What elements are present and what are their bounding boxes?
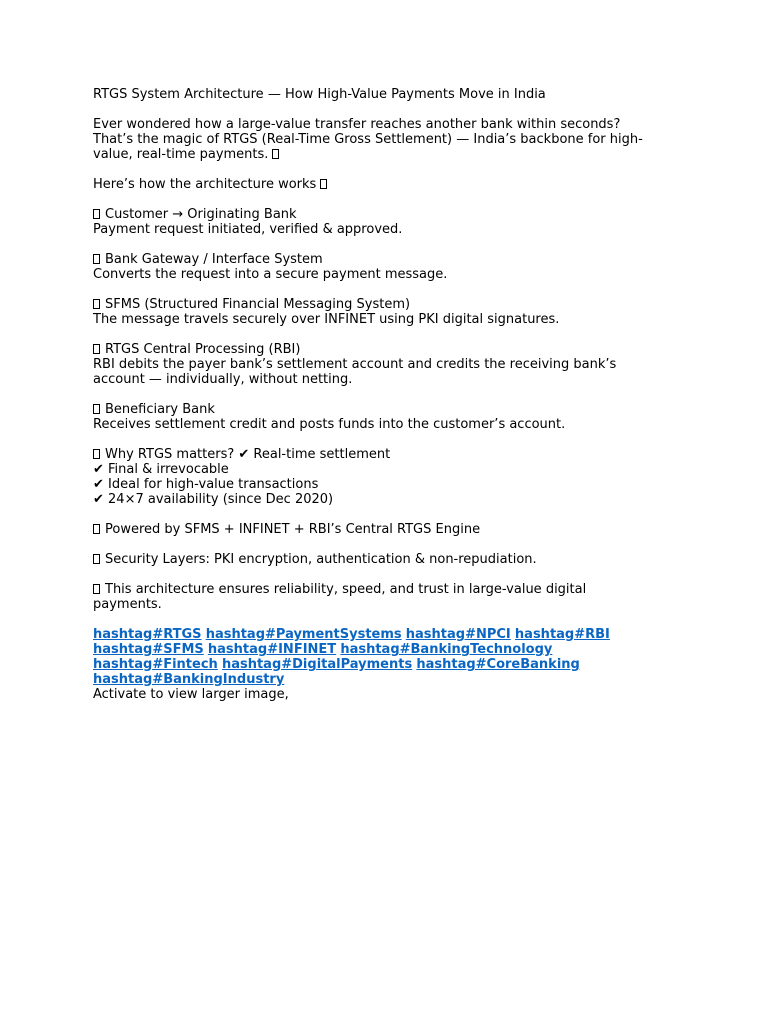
closing-paragraph bbox=[93, 582, 683, 612]
step-heading: RTGS Central Processing (RBI) bbox=[93, 342, 683, 357]
hashtag-link[interactable]: hashtag#INFINET bbox=[207, 642, 337, 657]
emoji-placeholder-icon bbox=[93, 344, 100, 354]
closing-line-2: payments. bbox=[93, 597, 162, 612]
step-detail: Payment request initiated, verified & approved. bbox=[93, 222, 403, 237]
hashtag-row bbox=[93, 672, 683, 687]
hashtag-link[interactable]: hashtag#PaymentSystems bbox=[205, 627, 402, 642]
emoji-placeholder-icon bbox=[93, 584, 100, 594]
step-3 bbox=[93, 297, 683, 327]
post-title bbox=[93, 87, 683, 102]
hashtag-list bbox=[93, 627, 683, 702]
how-it-works-paragraph bbox=[93, 177, 683, 192]
hashtag-row bbox=[93, 657, 683, 672]
hashtag-link[interactable]: hashtag#CoreBanking bbox=[416, 657, 580, 672]
hashtag-link[interactable]: hashtag#BankingIndustry bbox=[93, 672, 285, 687]
why-line-1: Why RTGS matters? ✔ Real-time settlement bbox=[93, 447, 683, 462]
intro-paragraph bbox=[93, 117, 683, 162]
why-line-2: ✔ Final & irrevocable bbox=[93, 462, 229, 477]
hashtag-link[interactable]: hashtag#RTGS bbox=[93, 627, 202, 642]
step-1 bbox=[93, 207, 683, 237]
powered-by-paragraph bbox=[93, 522, 683, 537]
step-detail: The message travels securely over INFINET using PKI digital signatures. bbox=[93, 312, 560, 327]
step-5 bbox=[93, 402, 683, 432]
step-heading: SFMS (Structured Financial Messaging System) bbox=[93, 297, 683, 312]
why-line-4: ✔ 24×7 availability (since Dec 2020) bbox=[93, 492, 334, 507]
emoji-placeholder-icon bbox=[93, 524, 100, 534]
why-rtgs-matters bbox=[93, 447, 683, 507]
emoji-placeholder-icon bbox=[272, 149, 279, 159]
intro-line-2: That’s the magic of RTGS (Real-Time Gross Settlement) — India’s backbone for high- bbox=[93, 132, 643, 147]
security-paragraph bbox=[93, 552, 683, 567]
hashtag-link[interactable]: hashtag#SFMS bbox=[93, 642, 204, 657]
intro-line-1: Ever wondered how a large-value transfer reaches another bank within seconds? bbox=[93, 117, 621, 132]
post-body bbox=[93, 87, 683, 702]
closing-line-1: This architecture ensures reliability, speed, and trust in large-value digital bbox=[93, 582, 683, 597]
step-heading: Beneficiary Bank bbox=[93, 402, 683, 417]
hashtag-row bbox=[93, 642, 683, 657]
activate-larger-image-link[interactable]: Activate to view larger image, bbox=[93, 687, 289, 702]
step-detail-continued: account — individually, without netting. bbox=[93, 372, 353, 387]
emoji-placeholder-icon bbox=[93, 404, 100, 414]
hashtag-link[interactable]: hashtag#DigitalPayments bbox=[221, 657, 413, 672]
emoji-placeholder-icon bbox=[93, 554, 100, 564]
hashtag-link[interactable]: hashtag#BankingTechnology bbox=[340, 642, 553, 657]
emoji-placeholder-icon bbox=[93, 299, 100, 309]
emoji-placeholder-icon bbox=[93, 209, 100, 219]
post-title-text: RTGS System Architecture — How High-Value Payments Move in India bbox=[93, 87, 546, 102]
hashtag-link[interactable]: hashtag#Fintech bbox=[93, 657, 218, 672]
hashtag-link[interactable]: hashtag#RBI bbox=[514, 627, 610, 642]
step-2 bbox=[93, 252, 683, 282]
step-detail: Receives settlement credit and posts funds into the customer’s account. bbox=[93, 417, 566, 432]
emoji-placeholder-icon bbox=[320, 179, 327, 189]
emoji-placeholder-icon bbox=[93, 449, 100, 459]
step-detail: Converts the request into a secure payment message. bbox=[93, 267, 448, 282]
step-4 bbox=[93, 342, 683, 387]
how-it-works-line: Here’s how the architecture works bbox=[93, 177, 683, 192]
step-detail: RBI debits the payer bank’s settlement account and credits the receiving bank’s bbox=[93, 357, 617, 372]
powered-by-line: Powered by SFMS + INFINET + RBI’s Central RTGS Engine bbox=[93, 522, 683, 537]
security-line: Security Layers: PKI encryption, authentication & non-repudiation. bbox=[93, 552, 683, 567]
step-heading: Customer → Originating Bank bbox=[93, 207, 683, 222]
intro-line-3: value, real-time payments. bbox=[93, 147, 683, 162]
why-line-3: ✔ Ideal for high-value transactions bbox=[93, 477, 319, 492]
step-heading: Bank Gateway / Interface System bbox=[93, 252, 683, 267]
emoji-placeholder-icon bbox=[93, 254, 100, 264]
hashtag-row bbox=[93, 627, 683, 642]
hashtag-link[interactable]: hashtag#NPCI bbox=[405, 627, 511, 642]
